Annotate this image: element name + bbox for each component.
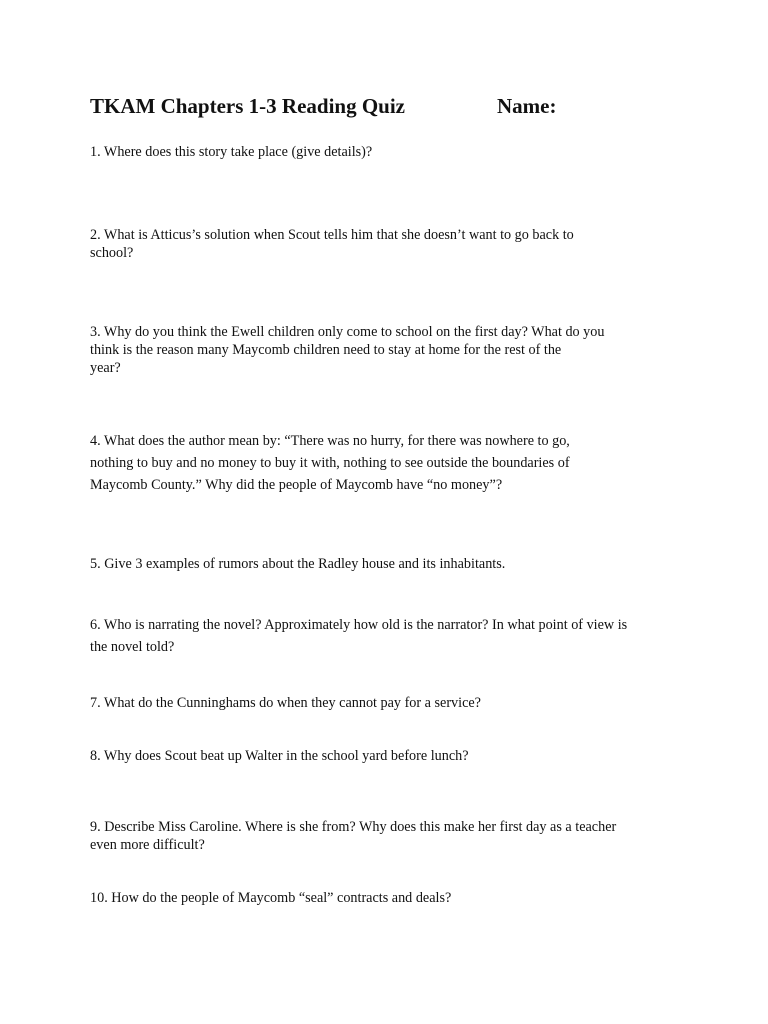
question-3-line-3: year? (90, 360, 121, 376)
question-1-line-1: 1. Where does this story take place (give details)? (90, 144, 373, 160)
question-8-line-1: 8. Why does Scout beat up Walter in the school yard before lunch? (90, 748, 469, 764)
question-3-line-1: 3. Why do you think the Ewell children only come to school on the first day? What do you (90, 324, 605, 340)
question-5-line-1: 5. Give 3 examples of rumors about the Radley house and its inhabitants. (90, 556, 506, 572)
question-1 (90, 143, 372, 161)
question-2-line-1: 2. What is Atticus’s solution when Scout tells him that she doesn’t want to go back to (90, 227, 574, 243)
question-9-line-2: even more difficult? (90, 837, 205, 853)
question-3 (90, 323, 604, 377)
quiz-title: TKAM Chapters 1-3 Reading Quiz (90, 94, 405, 118)
question-6-line-2: the novel told? (90, 639, 175, 655)
question-6 (90, 614, 627, 658)
question-7-line-1: 7. What do the Cunninghams do when they cannot pay for a service? (90, 695, 481, 711)
question-2 (90, 226, 574, 262)
question-10 (90, 889, 451, 907)
question-8 (90, 747, 469, 765)
question-9 (90, 818, 616, 854)
name-label: Name: (497, 94, 557, 118)
question-4-line-1: 4. What does the author mean by: “There was no hurry, for there was nowhere to go, (90, 433, 570, 449)
question-6-line-1: 6. Who is narrating the novel? Approximately how old is the narrator? In what point of view is (90, 617, 628, 633)
question-5 (90, 555, 505, 573)
question-2-line-2: school? (90, 245, 134, 261)
question-9-line-1: 9. Describe Miss Caroline. Where is she from? Why does this make her first day as a teacher (90, 819, 617, 835)
question-10-line-1: 10. How do the people of Maycomb “seal” contracts and deals? (90, 890, 452, 906)
question-4 (90, 430, 570, 496)
question-7 (90, 694, 481, 712)
question-4-line-2: nothing to buy and no money to buy it with, nothing to see outside the boundaries of (90, 455, 570, 471)
question-3-line-2: think is the reason many Maycomb children need to stay at home for the rest of the (90, 342, 562, 358)
question-4-line-3: Maycomb County.” Why did the people of Maycomb have “no money”? (90, 477, 503, 493)
